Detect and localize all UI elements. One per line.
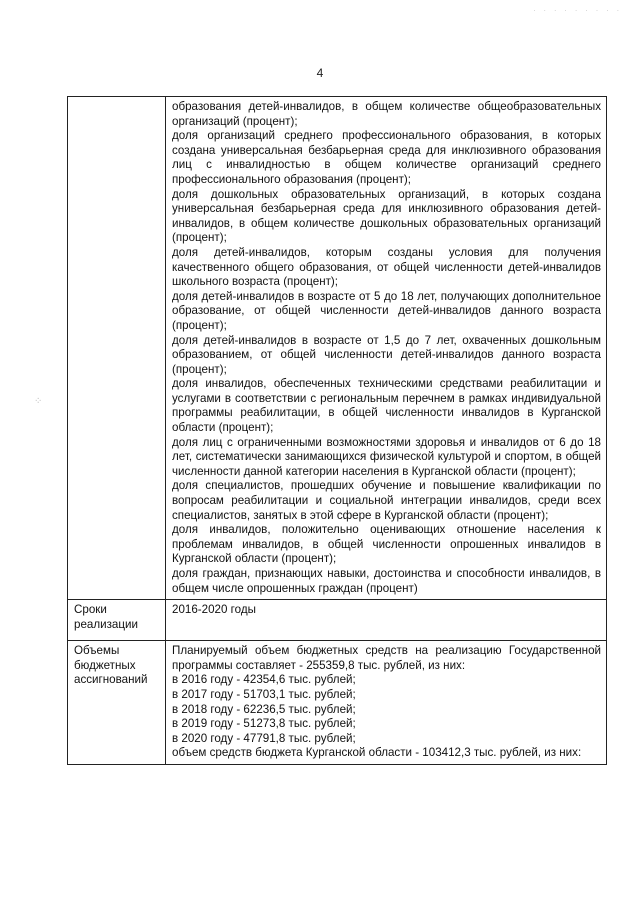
budget-year-line: в 2018 году - 62236,5 тыс. рублей; — [172, 702, 356, 716]
budget-year-line: в 2017 году - 51703,1 тыс. рублей; — [172, 687, 356, 701]
row-label: Объемы бюджетных ассигнований — [74, 644, 148, 687]
row-content-cell — [166, 600, 607, 641]
budget-year-line: в 2016 году - 42354,6 тыс. рублей; — [172, 673, 356, 687]
budget-year-line: в 2019 году - 51273,8 тыс. рублей; — [172, 717, 356, 731]
indicator-item: доля лиц с ограниченными возможностями здоровья и инвалидов от 6 до 18 лет, систематически занимающихся физической культурой и спортом, в общей численности данной категории населения в Курганской области (процент); — [172, 435, 601, 478]
table-row — [68, 641, 607, 765]
budget-regional-line: объем средств бюджета Курганской области - 103412,3 тыс. рублей, из них: — [172, 746, 582, 760]
indicator-item: образования детей-инвалидов, в общем количестве общеобразовательных организаций (процент); — [172, 100, 601, 128]
table-row — [68, 600, 607, 641]
scan-artifact: ⁘ — [34, 396, 43, 407]
indicator-item: доля специалистов, прошедших обучение и повышение квалификации по вопросам реабилитации и социальной интеграции инвалидов, среди всех специалистов, занятых в этой сфере в Курганской области (процент); — [172, 479, 601, 522]
indicator-item: доля детей-инвалидов в возрасте от 1,5 до 7 лет, охваченных дошкольным образованием, от общей численности детей-инвалидов данного возраста (процент); — [172, 333, 601, 376]
scan-artifact: . . . . . . . . . — [533, 4, 622, 13]
indicator-item: доля детей-инвалидов в возрасте от 5 до 18 лет, получающих дополнительное образование, от общей численности детей-инвалидов данного возраста (процент); — [172, 289, 601, 332]
row-content-cell — [166, 97, 607, 600]
row-label-cell — [68, 600, 166, 641]
indicator-item: доля дошкольных образовательных организаций, в которых создана универсальная безбарьерная среда для инклюзивного образования детей-инвалидов, в общем количестве дошкольных образовательных организаций (процент); — [172, 187, 601, 245]
implementation-period: 2016-2020 годы — [172, 603, 256, 617]
row-label-cell — [68, 641, 166, 765]
indicator-item: доля инвалидов, обеспеченных техническими средствами реабилитации и услугами в соответствии с региональным перечнем в рамках индивидуальной программы реабилитации, в общей численности инвалидов в Курганской области (процент); — [172, 377, 601, 435]
page-number: 4 — [316, 66, 324, 80]
program-passport-table — [67, 96, 607, 765]
indicator-item: доля инвалидов, положительно оценивающих отношение населения к проблемам инвалидов, в общей численности опрошенных инвалидов в Курганской области (процент); — [172, 523, 601, 566]
row-label: Сроки реализации — [74, 603, 138, 631]
budget-year-line: в 2020 году - 47791,8 тыс. рублей; — [172, 731, 356, 745]
row-content-cell — [166, 641, 607, 765]
indicator-item: доля детей-инвалидов, которым созданы условия для получения качественного общего образования, от общей численности детей-инвалидов школьного возраста (процент); — [172, 245, 601, 289]
table-row — [68, 97, 607, 600]
row-label-cell — [68, 97, 166, 600]
indicator-item: доля граждан, признающих навыки, достоинства и способности инвалидов, в общем числе опрошенных граждан (процент) — [172, 567, 601, 595]
budget-intro: Планируемый объем бюджетных средств на реализацию Государственной программы составляет - 255359,8 тыс. рублей, из них: — [172, 644, 601, 672]
indicator-item: доля организаций среднего профессионального образования, в которых создана универсальная безбарьерная среда для инклюзивного образования лиц с инвалидностью в общем количестве организаций среднего профессионального образования (процент); — [172, 129, 601, 186]
